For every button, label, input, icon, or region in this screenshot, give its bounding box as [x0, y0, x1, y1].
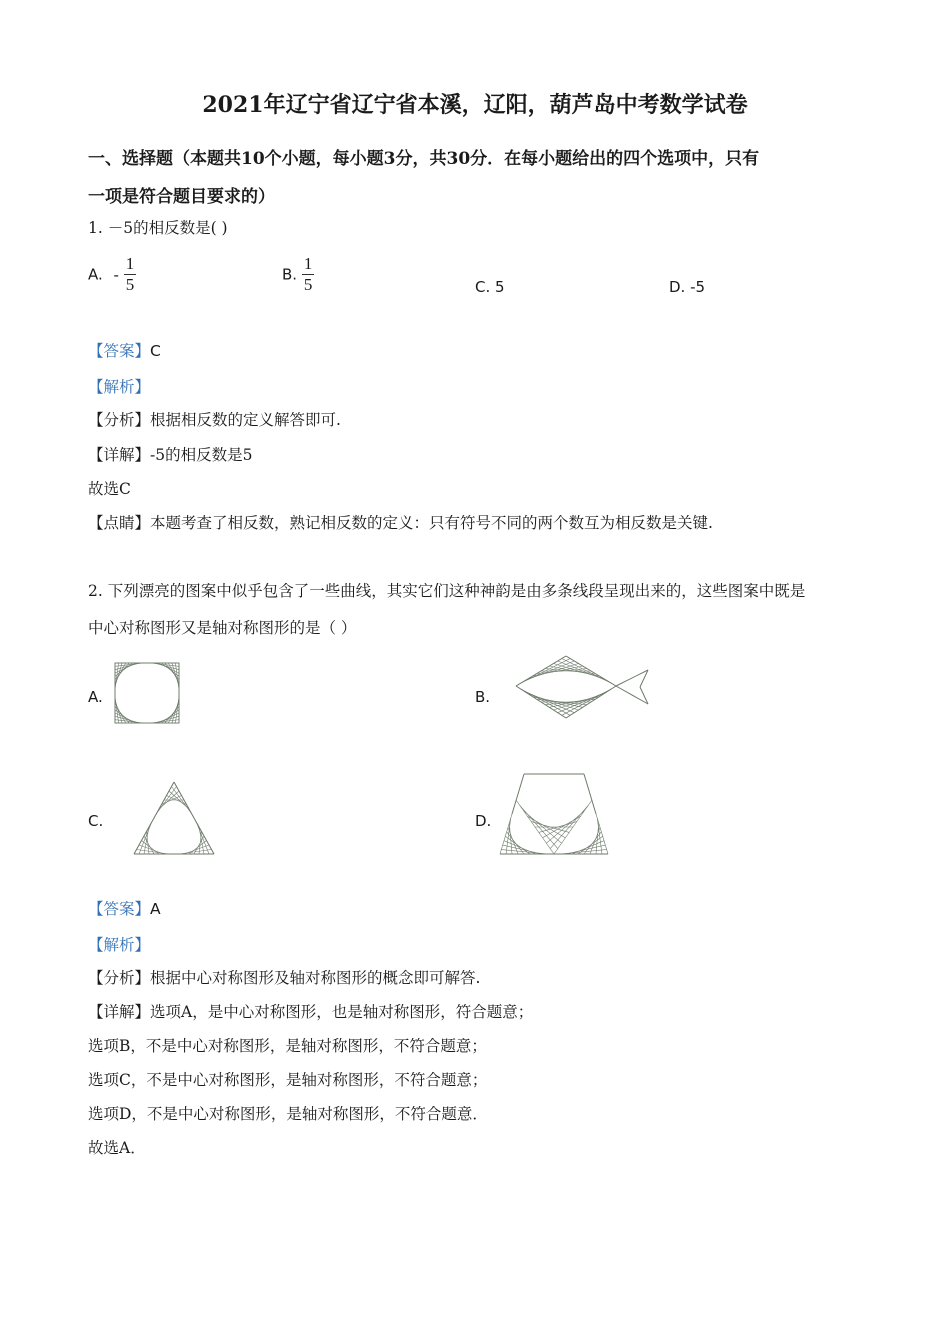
q1-analysis [88, 408, 341, 430]
q1-stem: 1. －5的相反数是( ) [88, 219, 228, 237]
q2-option-c-label: C. [88, 812, 104, 830]
q1-comment [88, 511, 713, 533]
detail-head: 【详解】 [88, 1003, 151, 1021]
section-header-line1: 一、选择题（本题共10个小题，每小题3分，共30分．在每小题给出的四个选项中，只有 [88, 149, 760, 169]
answer-tag: 【答案】 [88, 342, 151, 360]
analysis-text: 根据中心对称图形及轴对称图形的概念即可解答. [150, 969, 481, 987]
q2-option-d-label: D. [475, 812, 492, 830]
fraction-numerator: 1 [125, 254, 135, 273]
q2-analysis [88, 966, 480, 988]
answer-tag: 【答案】 [88, 900, 151, 918]
q2-line-b: 选项B，不是中心对称图形，是轴对称图形，不符合题意； [88, 1037, 487, 1055]
detail-head: 【详解】 [88, 446, 151, 464]
fraction-numerator: 1 [303, 254, 313, 273]
q1-option-a-label: A. [88, 265, 103, 284]
q2-line-c: 选项C，不是中心对称图形，是轴对称图形，不符合题意； [88, 1071, 488, 1089]
section-header-line2: 一项是符合题目要求的） [88, 187, 275, 207]
analysis-text: 根据相反数的定义解答即可. [150, 411, 341, 429]
comment-text: 本题考查了相反数，熟记相反数的定义：只有符号不同的两个数互为相反数是关键. [150, 514, 713, 532]
q2-option-b-label: B. [475, 688, 491, 706]
q2-stem-line2: 中心对称图形又是轴对称图形的是（ ） [88, 619, 357, 637]
q2-stem-line1: 2. 下列漂亮的图案中似乎包含了一些曲线，其实它们这种神韵是由多条线段呈现出来的，这些图案中既是 [88, 582, 806, 600]
string-art-cup-figure [496, 770, 612, 858]
q1-option-b [282, 254, 314, 295]
q2-option-a-label: A. [88, 688, 103, 706]
fraction-denominator: 5 [125, 275, 135, 294]
answer-value: A [150, 900, 161, 918]
answer-value: C [150, 342, 161, 360]
detail-text: -5的相反数是5 [150, 446, 253, 464]
exam-title: 2021年辽宁省辽宁省本溪，辽阳，葫芦岛中考数学试卷 [202, 92, 748, 118]
q1-option-a-sign: - [113, 265, 119, 284]
q2-answer [88, 897, 161, 919]
q1-answer [88, 339, 161, 361]
analysis-head: 【分析】 [88, 969, 151, 987]
analysis-head: 【分析】 [88, 411, 151, 429]
string-art-fish-figure [512, 652, 654, 722]
q1-option-c: C. 5 [475, 278, 505, 296]
detail-text: 选项A，是中心对称图形，也是轴对称图形，符合题意； [150, 1003, 534, 1021]
string-art-square-figure [112, 660, 182, 726]
fraction-denominator: 5 [303, 275, 313, 294]
q2-conclusion: 故选A． [88, 1139, 146, 1157]
q1-analysis-tag: 【解析】 [88, 378, 151, 396]
q1-option-a [88, 254, 136, 295]
q1-option-a-fraction [124, 254, 137, 295]
comment-head: 【点睛】 [88, 514, 151, 532]
q1-option-b-fraction [302, 254, 315, 295]
q2-analysis-tag: 【解析】 [88, 936, 151, 954]
q1-conclusion: 故选C [88, 480, 131, 498]
q1-option-d: D. -5 [669, 278, 706, 296]
q2-detail [88, 1000, 533, 1022]
q1-option-b-label: B. [282, 265, 298, 284]
q1-detail [88, 443, 252, 465]
q2-line-d: 选项D，不是中心对称图形，是轴对称图形，不符合题意． [88, 1105, 488, 1123]
string-art-triangle-figure [130, 778, 218, 858]
